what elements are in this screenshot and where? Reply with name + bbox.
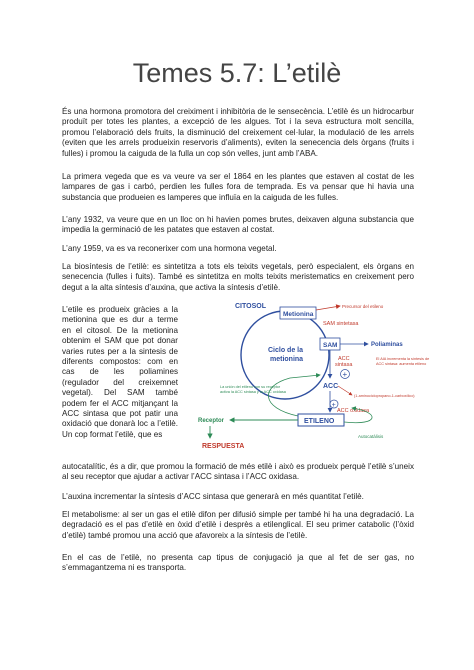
paragraph-auxin: L’auxina incrementar la síntesis d’ACC sintasa que generarà en més quantitat l’etilè. xyxy=(62,492,364,501)
receptor-label: Receptor xyxy=(198,418,225,424)
metionina-label: Metionina xyxy=(283,311,314,318)
paragraph-methionine: L’etile es produeix gràcies a la metionina que es dur a terme en el citosol. De la metionina obtenim el SAM que pot donar varies rutes per a la sintesis de diferents compostos: com en cas de les poliamines (regulador del creixemnet vegetal). Del SAM també podem fer el ACC mitjançant la ACC sintasa que pot patir una oxidació que donarà loc a l’etilè. Un cop format l’etilè, que es xyxy=(62,305,178,439)
acc-sintasa-label-line1: ACC xyxy=(338,356,350,362)
cycle-label-line1: Ciclo de la xyxy=(268,347,304,354)
page-title: Temes 5.7: L’etilè xyxy=(132,58,342,88)
acc-full-label: (1-aminociclopropano-1-carboxílico) xyxy=(354,394,415,398)
paragraph-history-1864: La primera vegeda que es va veure va ser el 1864 en les plantes que estaven al costat de les lampares de gas i carbó, perdien les fulles fora de temprada. Es va pensar que hi havia una substancia que produeien es lamperes que influïa en la caiguda de les fulles. xyxy=(62,172,414,202)
union-note-line2: activa la ACC sintasa y la ACC oxidasa xyxy=(220,390,286,394)
sam-sintetasa-label: SAM sintetasa xyxy=(323,321,359,327)
paragraph-conjugation: En el cas de l’etilè, no presenta cap tipus de conjugació ja que al fet de ser gas, no s’emmagantzema ni es transporta. xyxy=(62,553,414,573)
precursor-label: Precursor del etileno xyxy=(342,304,384,309)
acc-full-arrow xyxy=(338,386,352,395)
ethylene-biosynthesis-diagram xyxy=(180,300,430,460)
precursor-arrow xyxy=(316,306,340,310)
acc-oxidasa-label: ACC oxidasa xyxy=(337,408,370,414)
oxidasa-plus-sign: + xyxy=(331,402,336,409)
citosol-label: CITOSOL xyxy=(235,303,266,310)
acc-label: ACC xyxy=(323,383,339,390)
paragraph-biosynthesis: La biosíntesis de l’etilè: es sintetitza a tots els teixits vegetals, però especialent, els òrgans en senecencia (fulles i fuits). També es sintetitza en molts teixits meristematics en creixement pero degut a la alta síntesis d’auxina, que activa la síntesis d’etilè. xyxy=(62,262,414,292)
acc-plus-sign: + xyxy=(342,370,348,379)
acc-sintasa-label-line2: sintasa xyxy=(335,362,353,368)
aia-note-line2: ACC sintasa: aumenta etileno xyxy=(376,362,427,366)
cycle-label-line2: metionina xyxy=(270,356,304,363)
autocatalisis-label: Autocatálisis xyxy=(358,434,384,439)
etileno-label: ETILENO xyxy=(304,418,335,425)
paragraph-history-1959: L’any 1959, va es va reconerixer com una hormona vegetal. xyxy=(62,244,277,253)
aia-note-line1: El AIA incrementa la síntesis de xyxy=(376,357,430,361)
paragraph-history-1932: L’any 1932, va veure que en un lloc on hi havien pomes brutes, deixaven alguna substancia que impedia la germinació de les patates que estaven al costat. xyxy=(62,215,414,235)
respuesta-label: RESPUESTA xyxy=(202,443,245,450)
sam-label: SAM xyxy=(323,342,338,349)
paragraph-autocatalytic: autocatalític, és a dir, que promou la formació de més etilè i això es produeix perquè l’etilè s’uneix al seu receptor que ajudar a activar l’ACC sintasa i l’ACC oxidasa. xyxy=(62,462,414,482)
etileno-to-acc-sintasa-loop xyxy=(268,375,320,416)
union-note-line1: La unión del etileno con su receptor xyxy=(220,385,281,389)
poliaminas-label: Poliaminas xyxy=(371,342,403,348)
paragraph-metabolism: El metabolisme: al ser un gas el etilè difon per difusió simple per també hi ha una degradació. La degradació es el pas d’etilè en òxid d’etilè i desprès a etilenglical. El seu primer catabolic (l’òxid d’etilè) també promou una acció que afavoreix a la síntesis de l’etilè. xyxy=(62,510,414,540)
paragraph-definition: És una hormona promotora del creiximent i inhibitòria de le sensecència. L’etilè és un hidrocarbur produït per totes les plantes, a excepció de les algues. Tot i la seva estructura molt sencilla, promou l’elaboració dels fruits, la disminució del creixement cel·lular, la modulació de les arrels (eviten que les arrels produeixin reservoris d’aliments), eviten la senecencia dels òrgans (fruits i fulles) i promou la caiguda de la fulla un cop són velles, junt amb l’ABA. xyxy=(62,107,414,158)
